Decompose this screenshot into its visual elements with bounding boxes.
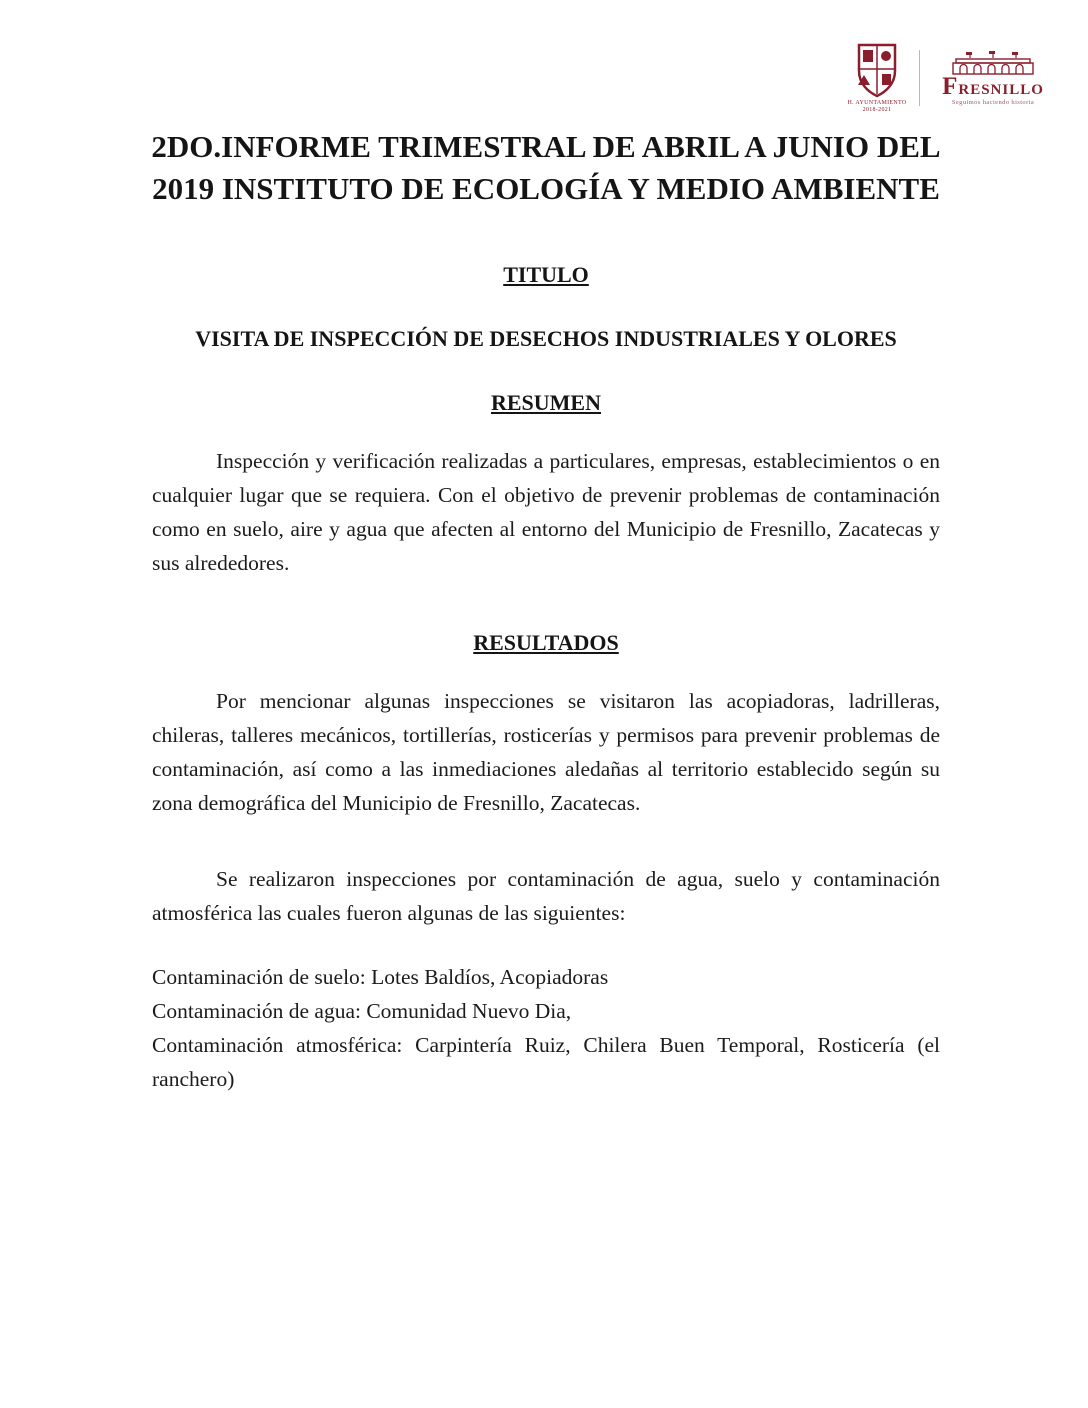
section-heading-titulo: TITULO [503,262,589,287]
crest-caption: H. AYUNTAMIENTO 2018-2021 [847,100,907,113]
fresnillo-logo [934,50,1052,106]
resumen-paragraph: Inspección y verificación realizadas a particulares, empresas, establecimientos o en cualquier lugar que se requiera. Con el objetivo de prevenir problemas de contaminación como en suelo, aire y agua que afecten al entorno del Municipio de Fresnillo, Zacatecas y sus alrededores. [152,449,940,575]
report-title: 2DO.INFORME TRIMESTRAL DE ABRIL A JUNIO DEL 2019 INSTITUTO DE ECOLOGÍA Y MEDIO AMBIENTE [151,129,941,206]
report-subtitle: VISITA DE INSPECCIÓN DE DESECHOS INDUSTRIALES Y OLORES [195,326,897,351]
finding-atmospheric: Contaminación atmosférica: Carpintería Ruiz, Chilera Buen Temporal, Rosticería (el ranchero) [152,1033,940,1091]
findings-list [152,960,940,1096]
finding-soil: Contaminación de suelo: Lotes Baldíos, Acopiadoras [152,965,609,989]
section-heading-resultados: RESULTADOS [473,630,619,655]
fresnillo-tagline: Seguimos haciendo historia [951,99,1035,106]
document-content [152,0,940,1096]
section-heading-resumen: RESUMEN [490,390,601,415]
fresnillo-wordmark: Fresnillo [942,73,1044,100]
fresnillo-building-icon [950,50,1036,76]
resultados-paragraph-1: Por mencionar algunas inspecciones se visitaron las acopiadoras, ladrilleras, chileras, talleres mecánicos, tortillerías, rosticerías y permisos para prevenir problemas de contaminación, así como a las inmediaciones aledañas al territorio establecido según su zona demográfica del Municipio de Fresnillo, Zacatecas. [152,689,940,815]
finding-water: Contaminación de agua: Comunidad Nuevo Dia, [152,999,572,1023]
resultados-paragraph-2: Se realizaron inspecciones por contaminación de agua, suelo y contaminación atmosférica las cuales fueron algunas de las siguientes: [152,867,940,925]
